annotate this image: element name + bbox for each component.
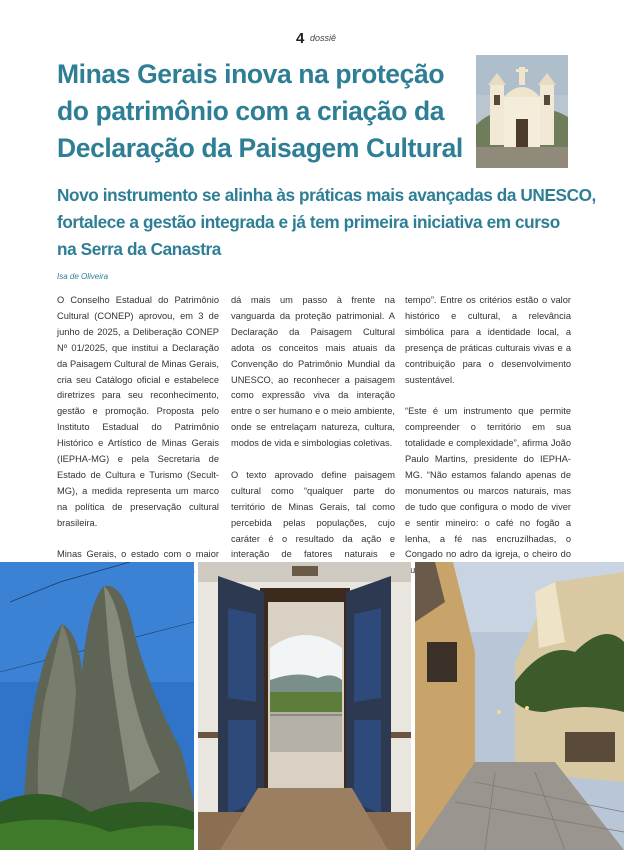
paragraph: O Conselho Estadual do Patrimônio Cultural (CONEP) aprovou, em 3 de junho de 2025, a Deliberação CONEP Nº 01/2025, que institui a Declaração da Paisagem Cultural de Minas Gerais, cria seu Catálogo oficial e estabelece diretrizes para seu reconhecimento, gestão e promoção. Proposta pelo Instituto Estadual do Patrimônio Histórico e Artístico de Minas Gerais (IEPHA-MG) e pela Secretaria de Estado de Cultura e Turismo (Secult-MG), a medida representa um marco na política de preservação cultural brasileira. <box>57 295 219 528</box>
paragraph: tempo”. Entre os critérios estão o valor histórico e cultural, a relevância simbólica para a identidade local, a presença de práticas culturais vivas e a contribuição para o desenvolvimento sustentável. <box>405 295 571 385</box>
subtitle-line: na Serra da Canastra <box>57 239 221 259</box>
title-line: Declaração da Paisagem Cultural <box>57 133 463 163</box>
page-number: 4 <box>296 30 305 47</box>
title-line: do patrimônio com a criação da <box>57 96 445 126</box>
title-line: Minas Gerais inova na proteção <box>57 59 445 89</box>
article-subtitle <box>57 182 596 263</box>
text-column-3 <box>405 293 571 595</box>
article-title <box>57 56 467 167</box>
mountain-peaks-photo <box>0 562 194 850</box>
section-label: dossiê <box>310 33 337 43</box>
open-door-photo <box>198 562 411 850</box>
subtitle-line: Novo instrumento se alinha às práticas mais avançadas da UNESCO, <box>57 185 596 205</box>
paragraph: “Este é um instrumento que permite compreender o território em sua totalidade e complexidade”, afirma João Paulo Martins, presidente do IEPHA-MG. “Não estamos falando apenas de monumentos ou marcos naturais, mas de tudo que configura o modo de viver e sentir mineiro: o café no fogão a lenha, a fé nas encruzilhadas, o Congado no adro da igreja, o cheiro do <box>405 406 571 560</box>
church-photo <box>476 55 568 168</box>
colonial-street-photo <box>415 562 624 850</box>
text-column-2 <box>231 293 395 595</box>
paragraph: Minas Gerais, o estado com o maior <box>57 549 219 560</box>
paragraph: dá mais um passo à frente na vanguarda da proteção patrimonial. A Declaração da Paisagem Cultural adota os conceitos mais atuais da Convenção do Patrimônio Mundial da UNESCO, ao reconhecer a paisagem como expressão viva da interação entre o ser humano e o meio ambiente, onde se entrelaçam natureza, cultura, modos de vida e simbologias coletivas. <box>231 295 395 449</box>
author-byline: Isa de Oliveira <box>57 272 109 281</box>
paragraph: O texto aprovado define paisagem cultural como “qualquer parte do território de Minas Gerais, tal como percebida pelas populações, cujo caráter é o resultado da ação e interação de fatores naturais e <box>231 469 395 560</box>
subtitle-line: fortalece a gestão integrada e já tem primeira iniciativa em curso <box>57 212 560 232</box>
